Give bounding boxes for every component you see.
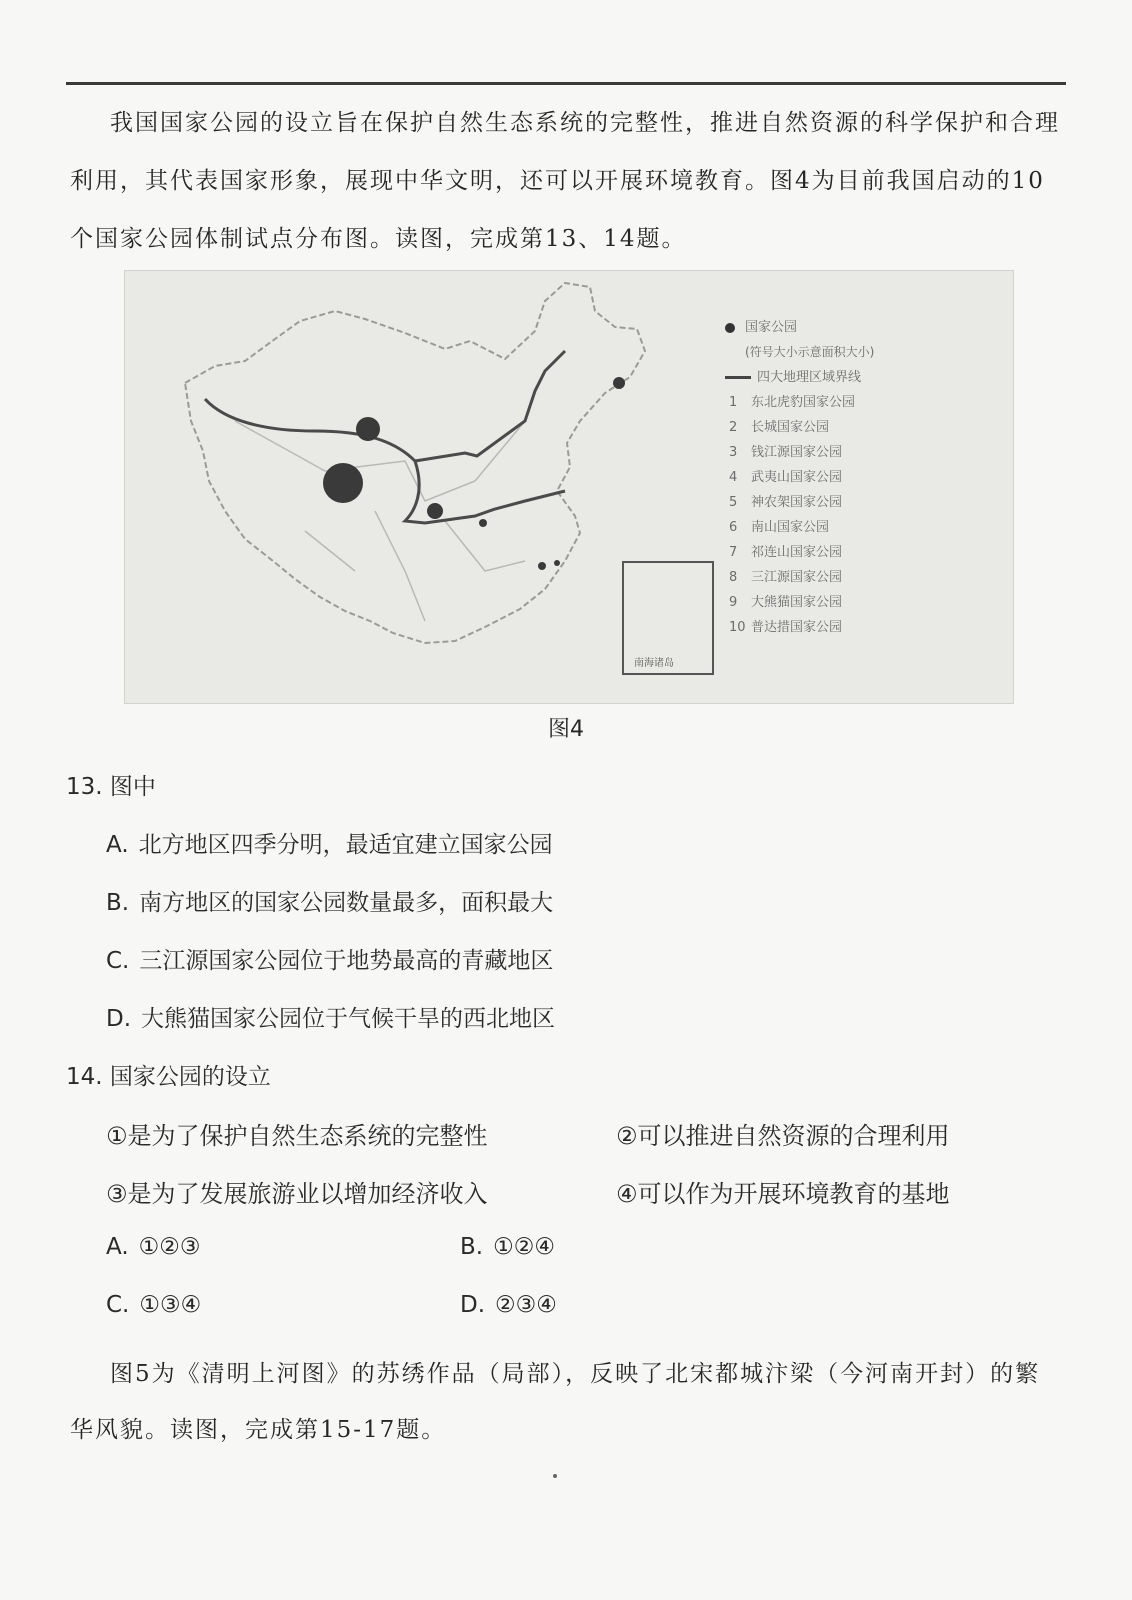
q13-stem: 13. 图中 (66, 774, 156, 800)
q13-option-c[interactable]: C. 三江源国家公园位于地势最高的青藏地区 (106, 948, 554, 974)
legend-park-1: 1 东北虎豹国家公园 (729, 395, 856, 410)
legend-park-5: 5 神农架国家公园 (729, 495, 843, 510)
park-marker-qilianshan (356, 417, 380, 441)
legend-park-7: 7 祁连山国家公园 (729, 545, 843, 560)
q14-option-c[interactable]: C. ①③④ (106, 1292, 202, 1318)
park-marker-shennongjia (479, 519, 487, 527)
inset-label: 南海诸岛 (634, 658, 674, 669)
legend-size-note: (符号大小示意面积大小) (745, 345, 875, 359)
q14-option-d[interactable]: D. ②③④ (460, 1292, 557, 1318)
figure-caption: 图4 (548, 717, 584, 742)
top-rule (66, 82, 1066, 85)
park-marker-wuyishan (538, 562, 546, 570)
legend-park-symbol: 国家公园 (725, 315, 1005, 340)
q14-option-a[interactable]: A. ①②③ (106, 1234, 201, 1260)
q14-statement-4: ④可以作为开展环境教育的基地 (616, 1180, 950, 1208)
legend-park-10: 10 普达措国家公园 (729, 620, 843, 635)
boundary-line-icon (725, 376, 751, 379)
q14-statement-3: ③是为了发展旅游业以增加经济收入 (106, 1180, 488, 1208)
page-mark (553, 1474, 557, 1478)
legend-park-6: 6 南山国家公园 (729, 520, 830, 535)
q13-option-b[interactable]: B. 南方地区的国家公园数量最多，面积最大 (106, 890, 554, 916)
intro-paragraph (70, 94, 1060, 268)
legend-park-3: 3 钱江源国家公园 (729, 445, 843, 460)
park-marker-northeast-tiger (613, 377, 625, 389)
q14-option-b[interactable]: B. ①②④ (460, 1234, 555, 1260)
park-dot-icon (725, 323, 735, 333)
intro-text: 我国国家公园的设立旨在保护自然生态系统的完整性，推进自然资源的科学保护和合理利用，其代表国家形象，展现中华文明，还可以开展环境教育。图4为目前我国启动的10个国家公园体制试点分布图。读图，完成第13、14题。 (70, 110, 1060, 252)
map-legend (725, 315, 1005, 640)
park-marker-qianjiangyuan (554, 560, 560, 566)
legend-park-4: 4 武夷山国家公园 (729, 470, 843, 485)
q14-stem: 14. 国家公园的设立 (66, 1064, 271, 1090)
q13-option-a[interactable]: A. 北方地区四季分明，最适宜建立国家公园 (106, 832, 553, 858)
figure-4-map (124, 270, 1014, 704)
south-china-sea-inset (622, 561, 714, 675)
legend-boundary: 四大地理区域界线 (725, 365, 1005, 390)
legend-park-9: 9 大熊猫国家公园 (729, 595, 843, 610)
outro-text: 图5为《清明上河图》的苏绣作品（局部），反映了北宋都城汴梁（今河南开封）的繁华风貌。读图，完成第15-17题。 (70, 1361, 1041, 1443)
outro-paragraph (70, 1346, 1060, 1458)
q14-statement-2: ②可以推进自然资源的合理利用 (616, 1122, 950, 1150)
q14-statement-1: ①是为了保护自然生态系统的完整性 (106, 1122, 488, 1150)
legend-park-8: 8 三江源国家公园 (729, 570, 843, 585)
park-marker-sanjiangyuan (323, 463, 363, 503)
q13-option-d[interactable]: D. 大熊猫国家公园位于气候干旱的西北地区 (106, 1006, 556, 1032)
legend-park-2: 2 长城国家公园 (729, 420, 830, 435)
park-marker-giant-panda (427, 503, 443, 519)
